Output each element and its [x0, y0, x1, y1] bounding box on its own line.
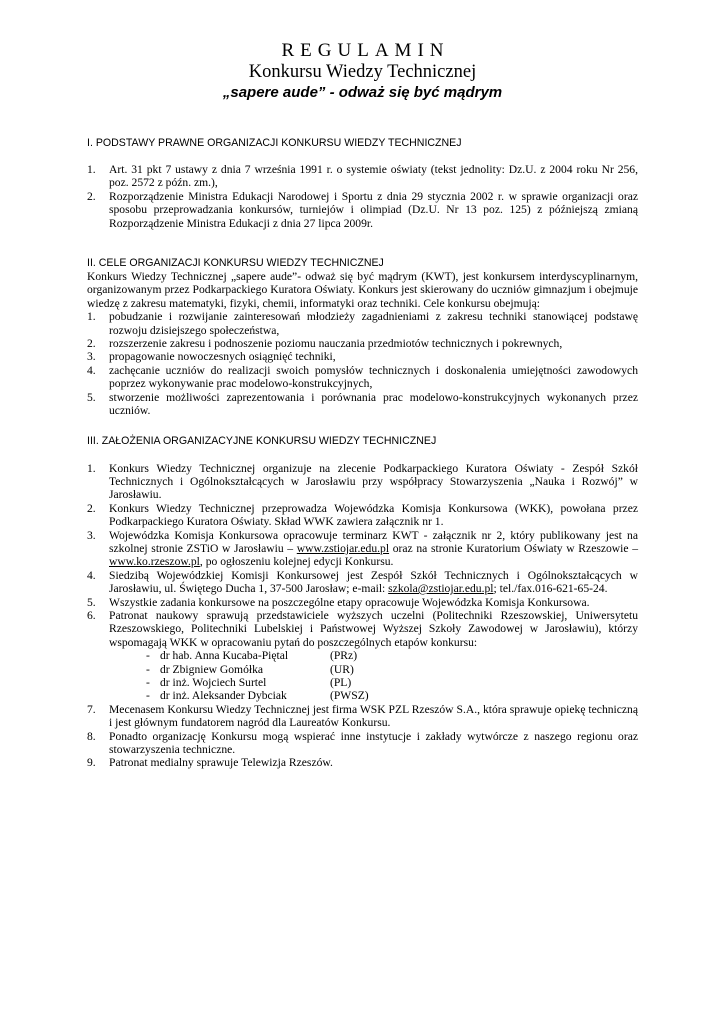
patron-university: (UR) — [330, 662, 354, 676]
list-item — [87, 462, 638, 502]
item-number: 7. — [87, 702, 96, 716]
patron-row — [146, 676, 638, 689]
item-text: propagowanie nowoczesnych osiągnięć techniki, — [109, 350, 336, 364]
patron-dash: - — [146, 676, 150, 689]
item-text — [109, 569, 638, 596]
document-title — [87, 40, 638, 103]
item-text: Mecenasem Konkursu Wiedzy Technicznej jest firma WSK PZL Rzeszów S.A., która sprawuje opiekę techniczną i jest głównym fundatorem nagród dla Laureatów Konkursu. — [109, 702, 638, 730]
item-number: 2. — [87, 189, 96, 203]
section-3-heading: III. ZAŁOŻENIA ORGANIZACYJNE KONKURSU WIEDZY TECHNICZNEJ — [87, 434, 437, 447]
patron-university: (PWSZ) — [330, 689, 369, 703]
patron-name: dr Zbigniew Gomółka — [160, 662, 264, 676]
item-number: 1. — [87, 163, 96, 176]
patron-name: dr inż. Wojciech Surtel — [160, 676, 267, 689]
title-regulamin: REGULAMIN — [281, 40, 450, 61]
list-item — [87, 756, 638, 769]
item-number: 9. — [87, 756, 96, 770]
list-item — [87, 703, 638, 730]
item-text-part: ; tel./fax.016-621-65-24. — [493, 582, 608, 596]
school-website-link[interactable]: www.zstiojar.edu.pl — [296, 541, 390, 555]
list-item — [87, 337, 638, 350]
list-item — [87, 391, 638, 418]
patron-university: (PRz) — [330, 649, 358, 663]
item-text — [109, 529, 638, 569]
patron-name: dr hab. Anna Kucaba-Piętal — [160, 649, 289, 663]
section-1-list — [87, 163, 638, 230]
list-item — [87, 364, 638, 391]
item-text: stworzenie możliwości zaprezentowania i porównania prac modelowo-konstrukcyjnych wykonanych przez uczniów. — [109, 390, 638, 418]
list-item — [87, 190, 638, 230]
email-link[interactable]: szkola@zstiojar.edu.pl — [388, 582, 494, 596]
item-text: Art. 31 pkt 7 ustawy z dnia 7 września 1991 r. o systemie oświaty (tekst jednolity: Dz.U. z 2004 roku Nr 256, poz. 2572 z późn. zm.), — [109, 163, 638, 190]
item-number: 8. — [87, 729, 96, 743]
section-3-list-continued — [87, 703, 638, 770]
section-2-heading: II. CELE ORGANIZACJI KONKURSU WIEDZY TECHNICZNEJ — [87, 257, 384, 270]
patron-name: dr inż. Aleksander Dybciak — [160, 689, 287, 703]
item-number: 5. — [87, 595, 96, 609]
patron-dash: - — [146, 649, 150, 663]
list-item — [87, 163, 638, 190]
section-2-list — [87, 310, 638, 417]
item-text: Patronat medialny sprawuje Telewizja Rzeszów. — [109, 756, 333, 770]
item-text: zachęcanie uczniów do realizacji swoich pomysłów technicznych i doskonalenia umiejętności zawodowych poprzez wykonywanie prac modelowo-konstrukcyjnych, — [109, 363, 638, 391]
item-text: Wszystkie zadania konkursowe na poszczególne etapy opracowuje Wojewódzka Komisja Konkursowa. — [109, 595, 590, 609]
item-number: 1. — [87, 461, 96, 475]
item-text-part: Siedzibą Wojewódzkiej Komisji Konkursowej jest Zespół Szkół Technicznych i Ogólnokształcących w Jarosławiu, ul. Świętego Ducha 1, 37-500 Jarosław; e-mail: — [109, 568, 638, 596]
title-motto: „sapere aude” - odważ się być mądrym — [222, 84, 503, 101]
item-number: 6. — [87, 608, 96, 622]
item-number: 3. — [87, 350, 96, 364]
patron-dash: - — [146, 662, 150, 676]
section-2-intro: Konkurs Wiedzy Technicznej „sapere aude”- odważ się być mądrym (KWT), jest konkursem interdyscyplinarnym, organizowanym przez Podkarpackiego Kuratora Oświaty. Konkurs jest skierowany do uczniów gimnazjum i obejmuje wiedzę z zakresu matematyki, fizyki, chemii, informatyki oraz techniki. Cele konkursu obejmują: — [87, 270, 638, 310]
list-item — [87, 310, 638, 337]
patron-row — [146, 663, 638, 676]
title-contest-name: Konkursu Wiedzy Technicznej — [248, 62, 477, 82]
kuratorium-website-link[interactable]: www.ko.rzeszow.pl — [109, 555, 200, 569]
list-item — [87, 730, 638, 757]
item-text: rozszerzenie zakresu i podnoszenie poziomu nauczania przedmiotów technicznych i pokrewnych, — [109, 337, 563, 351]
item-number: 4. — [87, 568, 96, 582]
item-text: Patronat naukowy sprawują przedstawiciele wyższych uczelni (Politechniki Rzeszowskiej, Uniwersytetu Rzeszowskiego, Politechniki Lubelskiej i Państwowej Wyższej Szkoły Zawodowej w Jarosławiu), którzy wspomagają WKK w opracowaniu pytań do poszczególnych etapów konkursu: — [109, 608, 638, 649]
patron-row — [146, 649, 638, 662]
item-text-part: Wojewódzka Komisja Konkursowa opracowuje terminarz KWT - załącznik nr 2, który publikowany jest na szkolnej stronie ZSTiO w Jarosławiu – — [109, 528, 638, 555]
item-number: 5. — [87, 390, 96, 404]
patron-dash: - — [146, 689, 150, 703]
item-text: Ponadto organizację Konkursu mogą wspierać inne instytucje i zakłady wytwórcze z naszego regionu oraz stowarzyszenia techniczne. — [109, 729, 638, 757]
list-item — [87, 529, 638, 569]
item-text: Rozporządzenie Ministra Edukacji Narodowej i Sportu z dnia 29 stycznia 2002 r. w sprawie organizacji oraz sposobu przeprowadzania konkursów, turniejów i olimpiad (Dz.U. Nr 13 poz. 125) z późniejszą zmianą Rozporządzenie Ministra Edukacji z dnia 27 lipca 2009r. — [109, 189, 638, 230]
patron-list — [146, 649, 638, 703]
list-item — [87, 596, 638, 609]
item-text-part: , po ogłoszeniu kolejnej edycji Konkursu. — [199, 555, 394, 569]
patron-row — [146, 689, 638, 702]
patron-university: (PL) — [330, 676, 352, 689]
item-number: 2. — [87, 501, 96, 515]
list-item — [87, 609, 638, 649]
list-item — [87, 350, 638, 363]
item-number: 2. — [87, 337, 96, 351]
list-item — [87, 569, 638, 596]
section-1-heading: I. PODSTAWY PRAWNE ORGANIZACJI KONKURSU WIEDZY TECHNICZNEJ — [87, 137, 462, 149]
item-text-part: oraz na stronie Kuratorium Oświaty w Rzeszowie – — [389, 541, 638, 555]
item-number: 3. — [87, 528, 96, 542]
item-number: 1. — [87, 310, 96, 324]
list-item — [87, 502, 638, 529]
section-3-list — [87, 462, 638, 650]
item-text: Konkurs Wiedzy Technicznej organizuje na zlecenie Podkarpackiego Kuratora Oświaty - Zespół Szkół Technicznych i Ogólnokształcących w Jarosławiu przy współpracy Stowarzyszenia „Nauka i Rozwój” w Jarosławiu. — [109, 461, 638, 502]
item-number: 4. — [87, 363, 96, 377]
item-text: pobudzanie i rozwijanie zainteresowań młodzieży zagadnieniami z zakresu techniki stanowiącej podstawę rozwoju dzisiejszego społeczeństwa, — [109, 310, 638, 337]
document-page — [87, 40, 638, 770]
item-text: Konkurs Wiedzy Technicznej przeprowadza Wojewódzka Komisja Konkursowa (WKK), powołana przez Podkarpackiego Kuratora Oświaty. Skład WWK zawiera załącznik nr 1. — [109, 501, 638, 529]
